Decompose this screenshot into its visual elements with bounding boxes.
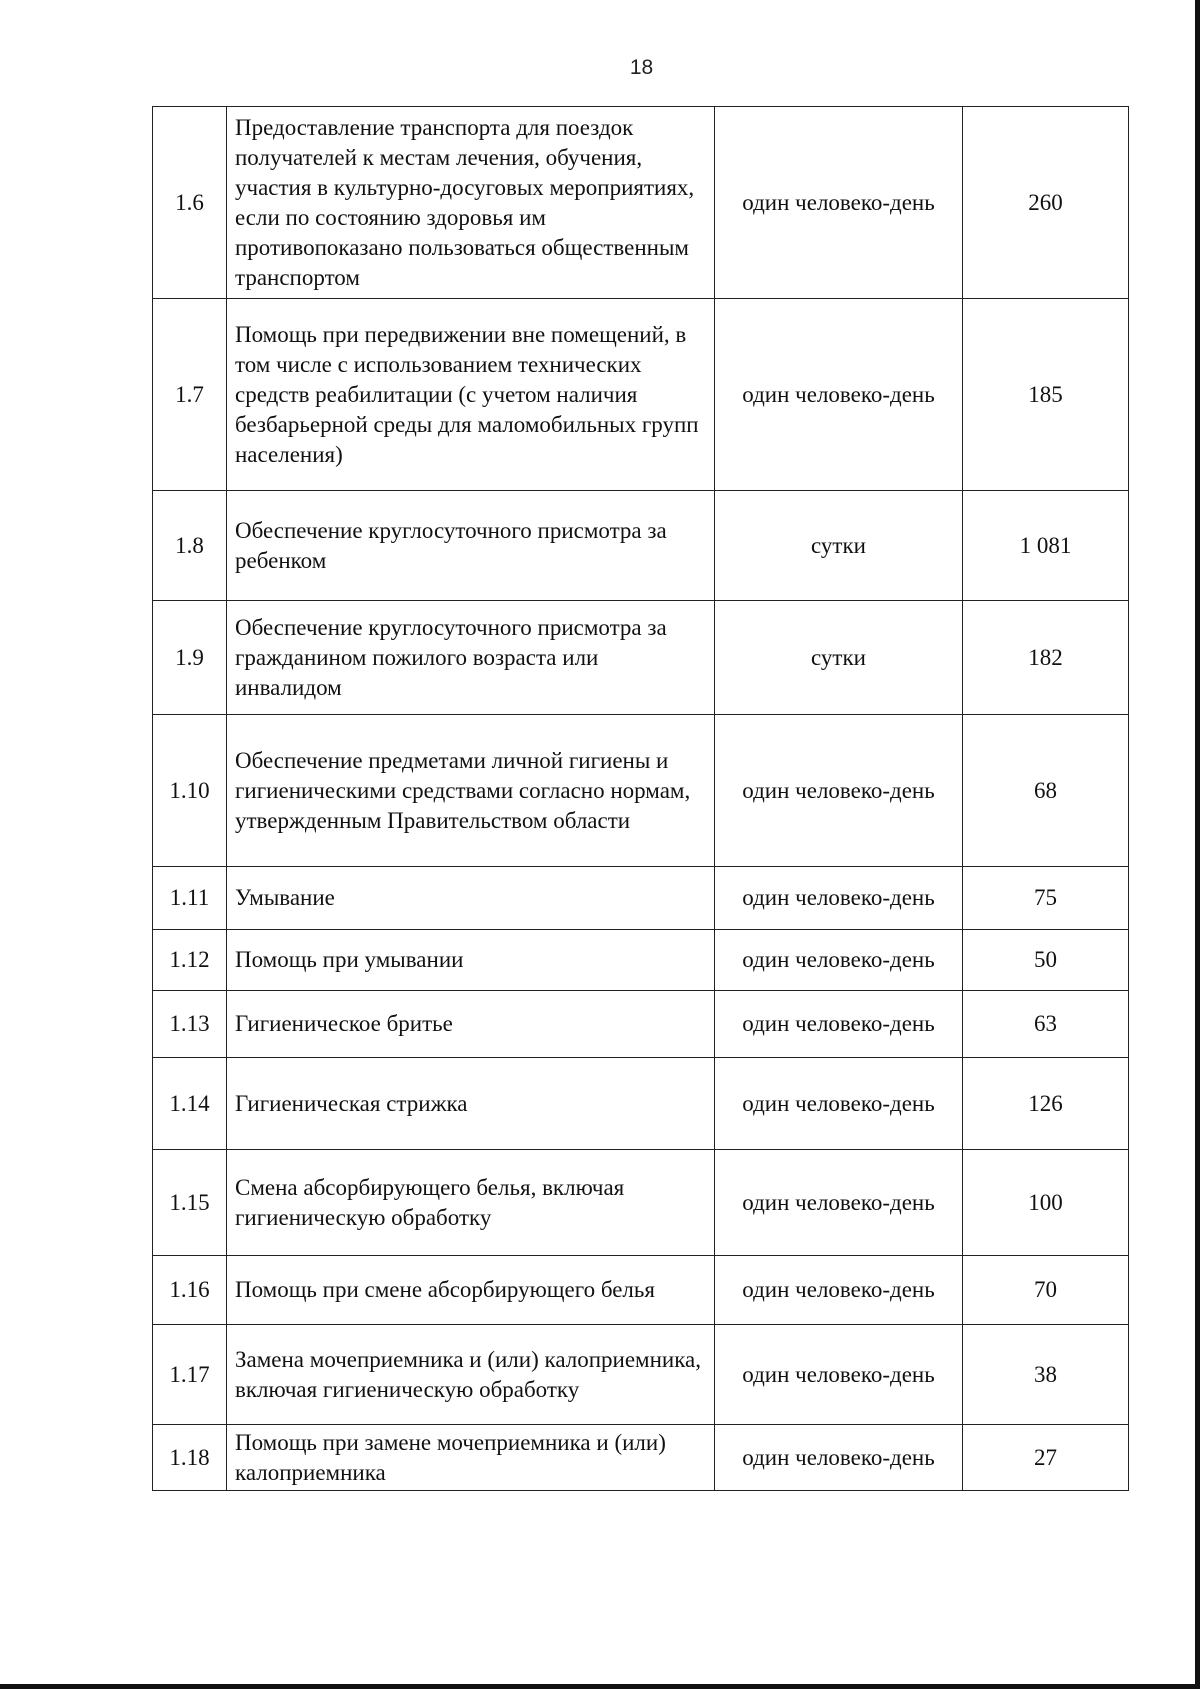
service-name: Замена мочеприемника и (или) калоприемника, включая гигиеническую обработку <box>227 1325 715 1425</box>
unit-of-measure: один человеко-день <box>715 930 963 991</box>
row-number: 1.13 <box>153 991 227 1058</box>
row-number: 1.8 <box>153 491 227 601</box>
services-table <box>152 106 1129 1491</box>
unit-of-measure: один человеко-день <box>715 1150 963 1256</box>
table-row <box>153 867 1129 930</box>
table-row <box>153 491 1129 601</box>
unit-of-measure: один человеко-день <box>715 1256 963 1325</box>
service-value: 1 081 <box>963 491 1129 601</box>
service-name: Обеспечение предметами личной гигиены и гигиеническими средствами согласно нормам, утвержденным Правительством области <box>227 715 715 867</box>
service-value: 27 <box>963 1425 1129 1491</box>
service-name: Помощь при смене абсорбирующего белья <box>227 1256 715 1325</box>
table-row <box>153 299 1129 491</box>
table-row <box>153 1256 1129 1325</box>
service-name: Обеспечение круглосуточного присмотра за ребенком <box>227 491 715 601</box>
row-number: 1.9 <box>153 601 227 715</box>
unit-of-measure: один человеко-день <box>715 1425 963 1491</box>
unit-of-measure: сутки <box>715 601 963 715</box>
service-value: 68 <box>963 715 1129 867</box>
row-number: 1.14 <box>153 1058 227 1150</box>
service-name: Помощь при замене мочеприемника и (или) калоприемника <box>227 1425 715 1491</box>
service-name: Гигиеническое бритье <box>227 991 715 1058</box>
unit-of-measure: один человеко-день <box>715 1058 963 1150</box>
table-row <box>153 1058 1129 1150</box>
row-number: 1.16 <box>153 1256 227 1325</box>
service-name: Предоставление транспорта для поездок получателей к местам лечения, обучения, участия в культурно-досуговых мероприятиях, если по состоянию здоровья им противопоказано пользоваться общественным транспортом <box>227 107 715 299</box>
service-value: 182 <box>963 601 1129 715</box>
table-row <box>153 930 1129 991</box>
table-row <box>153 1325 1129 1425</box>
unit-of-measure: один человеко-день <box>715 715 963 867</box>
service-value: 126 <box>963 1058 1129 1150</box>
page-number: 18 <box>629 56 654 79</box>
service-value: 63 <box>963 991 1129 1058</box>
service-value: 100 <box>963 1150 1129 1256</box>
row-number: 1.15 <box>153 1150 227 1256</box>
service-name: Помощь при передвижении вне помещений, в том числе с использованием технических средств реабилитации (с учетом наличия безбарьерной среды для маломобильных групп населения) <box>227 299 715 491</box>
row-number: 1.11 <box>153 867 227 930</box>
row-number: 1.18 <box>153 1425 227 1491</box>
service-value: 50 <box>963 930 1129 991</box>
row-number: 1.6 <box>153 107 227 299</box>
service-name: Смена абсорбирующего белья, включая гигиеническую обработку <box>227 1150 715 1256</box>
service-value: 75 <box>963 867 1129 930</box>
service-value: 38 <box>963 1325 1129 1425</box>
row-number: 1.10 <box>153 715 227 867</box>
service-value: 70 <box>963 1256 1129 1325</box>
service-name: Гигиеническая стрижка <box>227 1058 715 1150</box>
unit-of-measure: один человеко-день <box>715 991 963 1058</box>
row-number: 1.17 <box>153 1325 227 1425</box>
unit-of-measure: один человеко-день <box>715 107 963 299</box>
row-number: 1.12 <box>153 930 227 991</box>
unit-of-measure: один человеко-день <box>715 1325 963 1425</box>
service-value: 185 <box>963 299 1129 491</box>
service-name: Умывание <box>227 867 715 930</box>
table-row <box>153 1150 1129 1256</box>
unit-of-measure: сутки <box>715 491 963 601</box>
table-row <box>153 991 1129 1058</box>
unit-of-measure: один человеко-день <box>715 299 963 491</box>
row-number: 1.7 <box>153 299 227 491</box>
table-row <box>153 601 1129 715</box>
service-name: Помощь при умывании <box>227 930 715 991</box>
service-name: Обеспечение круглосуточного присмотра за гражданином пожилого возраста или инвалидом <box>227 601 715 715</box>
table-row <box>153 107 1129 299</box>
unit-of-measure: один человеко-день <box>715 867 963 930</box>
table-row <box>153 1425 1129 1491</box>
table-row <box>153 715 1129 867</box>
service-value: 260 <box>963 107 1129 299</box>
